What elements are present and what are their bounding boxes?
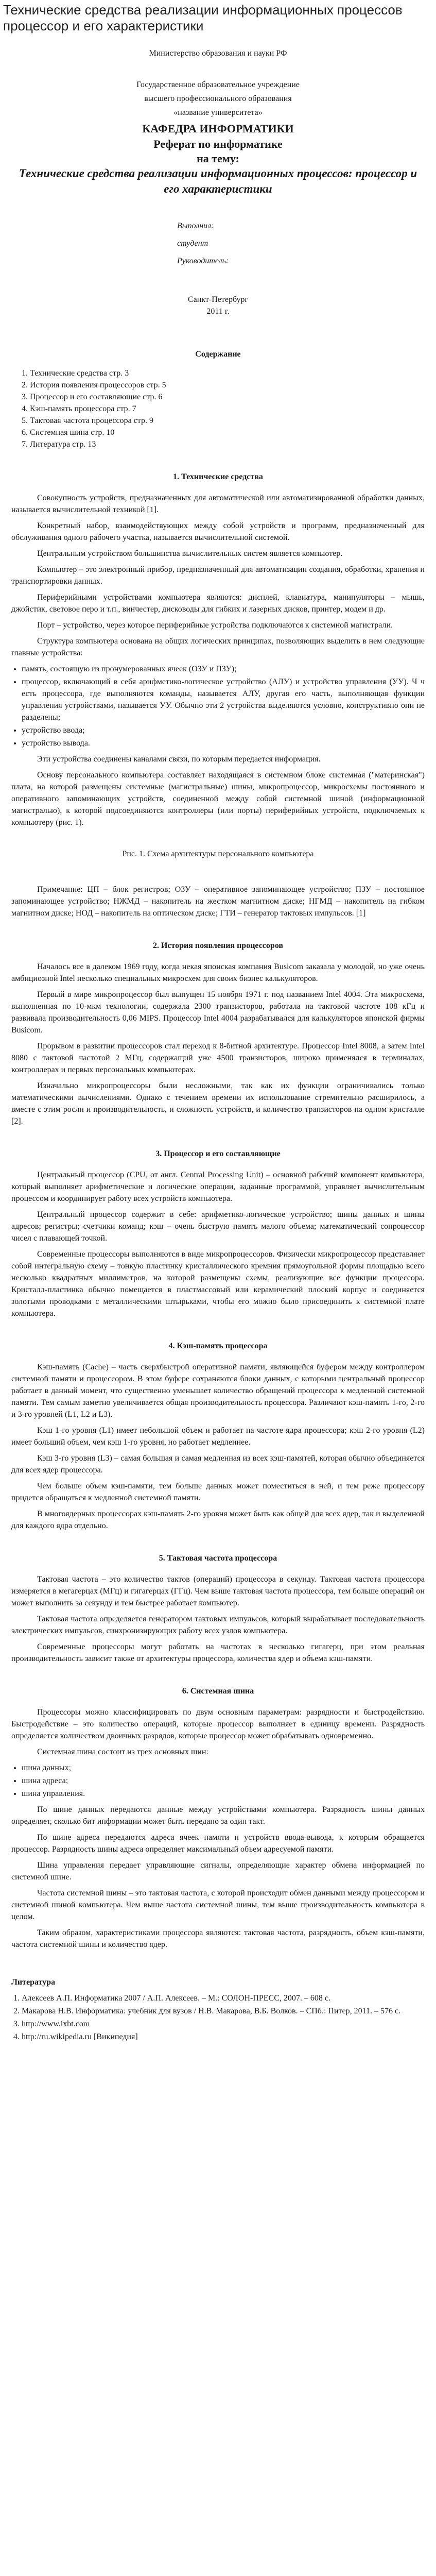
paragraph: Центральный процессор (CPU, от англ. Central Processing Unit) – основной рабочий компонент компьютера, который выполняет арифметические и логические операции, заданные программой, управляет вычислительным процессом и координирует работу всех устройств компьютера. (11, 1171, 425, 1203)
list-item: • шина управления. (22, 1788, 425, 1800)
paragraph: Изначально микропроцессоры были несложными, так как их функции ограничивались только математическими вычислениями. Однако с течением времени их использование стремительно расширилось, а вместе с этим росли и производительность, и сложность устройств, и количество транзисторов на одном кристалле [2]. (11, 1081, 425, 1126)
institution-line-2: высшего профессионального образования (144, 94, 292, 103)
paragraph: Прорывом в развитии процессоров стал переход к 8-битной архитектуре. Процессор Intel 8008, а затем Intel 8080 с тактовой частотой 2 МГц, содержащий уже 4500 транзисторов, широко применялся в терминалах, контроллерах и первых персональных компьютерах. (11, 1042, 425, 1074)
paragraph: Системная шина состоит из трех основных шин: (37, 1748, 208, 1756)
section-5-heading: 5. Тактовая частота процессора (159, 1554, 277, 1563)
literature-heading: Литература (11, 1978, 56, 1987)
paragraph: Компьютер – это электронный прибор, предназначенный для автоматизации создания, обработки, хранения и транспортировки данных. (11, 565, 425, 586)
document-body (11, 47, 425, 2044)
figure-caption: Рис. 1. Схема архитектуры персонального компьютера (122, 850, 314, 858)
report-topic: Технические средства реализации информационных процессов: процессор и его характеристики (19, 167, 417, 195)
paragraph: Началось все в далеком 1969 году, когда некая японская компания Busicom заказала у молодой, но уже очень амбициозной Intel несколько специальных микросхем для своих бизнес калькуляторов. (11, 962, 425, 983)
literature-item: 1. Алексеев А.П. Информатика 2007 / А.П. Алексеев. – М.: СОЛОН-ПРЕСС, 2007. – 608 с. (22, 1992, 425, 2004)
toc-item: 6. Системная шина стр. 10 (22, 428, 115, 437)
paragraph: Конкретный набор, взаимодействующих между собой устройств и программ, предназначенный для обслуживания одного рабочего участка, называется вычислительной системой. (11, 521, 425, 542)
literature-item: 2. Макарова Н.В. Информатика: учебник для вузов / Н.В. Макарова, В.Б. Волков. – СПб.: Питер, 2011. – 576 с. (22, 2005, 425, 2017)
report-subtitle: на тему: (197, 152, 239, 165)
paragraph: Частота системной шины – это тактовая частота, с которой происходит обмен данными между процессором и системной шиной компьютера. Чем выше частота системной шины, тем выше производительность компьютера в целом. (11, 1889, 425, 1921)
list-item: • устройство вывода. (22, 737, 425, 749)
paragraph: Таким образом, характеристиками процессора являются: тактовая частота, разрядность, объем кэш-памяти, частота системной шины и количество ядер. (11, 1928, 425, 1949)
paragraph: Кэш 3-го уровня (L3) – самая большая и самая медленная из всех кэш-памятей, которая обычно объединяется для всех ядер процессора. (11, 1454, 425, 1475)
paragraph: Совокупность устройств, предназначенных для автоматической или автоматизированной обработки данных, называется вычислительной техникой [1]. (11, 494, 425, 514)
toc-item: 3. Процессор и его составляющие стр. 6 (22, 393, 163, 401)
toc-item: 2. История появления процессоров стр. 5 (22, 381, 166, 389)
paragraph: Процессоры можно классифицировать по двум основным параметрам: разрядности и быстродействию. Быстродействие – это количество операций, которые процессор выполняет в единицу времени. Разрядность определяется количеством двоичных разрядов, которые процессор может обрабатывать одновременно. (11, 1708, 425, 1740)
toc-item: 4. Кэш-память процессора стр. 7 (22, 404, 136, 413)
report-title: Реферат по информатике (153, 138, 283, 150)
toc-item: 1. Технические средства стр. 3 (22, 369, 129, 378)
literature-list (11, 1992, 425, 2043)
paragraph: Центральным устройством большинства вычислительных систем является компьютер. (37, 549, 343, 558)
section-6-heading: 6. Системная шина (182, 1687, 254, 1696)
list-item: • шина адреса; (22, 1775, 425, 1787)
student-label: студент (177, 239, 208, 248)
paragraph: Периферийными устройствами компьютера являются: дисплей, клавиатура, манипуляторы – мышь, джойстик, световое перо и т.п., винчестер, дисководы для гибких и лазерных дисков, принтер, модем и др. (11, 593, 425, 614)
component-list (11, 663, 425, 749)
list-item: • шина данных; (22, 1762, 425, 1774)
paragraph: Структура компьютера основана на общих логических принципах, позволяющих выделить в нем следующие главные устройства: (11, 637, 425, 657)
paragraph: В многоядерных процессорах кэш-память 2-го уровня может быть как общей для всех ядер, так и выделенной для каждого ядра отдельно. (11, 1510, 425, 1530)
paragraph: Основу персонального компьютера составляет находящаяся в системном блоке системная ("материнская") плата, на которой размещены системные (магистральные) шины, микропроцессор, микросхемы постоянного и оперативного запоминающих устройств, соединенной между собой системной шиной (информационной магистралью), к которой подсоединяются контроллеры (или порты) периферийных устройств, подключаемых к компьютеру (рис. 1). (11, 771, 425, 827)
paragraph: По шине данных передаются данные между устройствами компьютера. Разрядность шины данных определяет, сколько бит информации может быть передано за один такт. (11, 1805, 425, 1826)
paragraph: Кэш-память (Cache) – часть сверхбыстрой оперативной памяти, являющейся буфером между контроллером системной памяти и процессором. В этом буфере сохраняются блоки данных, с которыми центральный процессор работает в данный момент, что существенно уменьшает количество обращений процессора к медленной системной памяти. Тем самым заметно увеличивается общая производительность процессора. Различают кэш-память 1-го, 2-го и 3-го уровней (L1, L2 и L3). (11, 1363, 425, 1419)
paragraph: Чем больше объем кэш-памяти, тем больше данных может поместиться в ней, и тем реже процессору придется обращаться к медленной системной памяти. (11, 1482, 425, 1502)
toc-item: 7. Литература стр. 13 (22, 440, 96, 449)
list-item: • память, состоящую из пронумерованных ячеек (ОЗУ и ПЗУ); (22, 663, 425, 675)
paragraph: Порт – устройство, через которое периферийные устройства подключаются к системной магистрали. (37, 621, 393, 630)
supervisor-label: Руководитель: (177, 257, 229, 265)
toc-title: Содержание (195, 350, 241, 359)
department-title: КАФЕДРА ИНФОРМАТИКИ (142, 122, 294, 135)
city: Санкт-Петербург (187, 295, 249, 304)
paragraph: Шина управления передает управляющие сигналы, определяющие характер обмена информацией по системной шине. (11, 1861, 425, 1882)
section-2-heading: 2. История появления процессоров (152, 941, 284, 950)
paragraph: Кэш 1-го уровня (L1) имеет небольшой объем и работает на частоте ядра процессора; кэш 2-го уровня (L2) имеет больший объем, чем кэш 1-го уровня, но работает медленнее. (11, 1426, 425, 1447)
paragraph: Тактовая частота определяется генератором тактовых импульсов, который вырабатывает последовательность электрических импульсов, синхронизирующих работу всех узлов компьютера. (11, 1615, 425, 1635)
paragraph: Первый в мире микропроцессор был выпущен 15 ноября 1971 г. под названием Intel 4004. Эта микросхема, выполненная по 10-мкм технологии, содержала 2300 транзисторов, работала на тактовой частоте 108 кГц и развивала производительность 0,06 MIPS. Процессор Intel 4004 разрабатывался для калькуляторов японской фирмы Busicom. (11, 990, 425, 1035)
literature-item: 3. http://www.ixbt.com (22, 2018, 425, 2030)
section-3-heading: 3. Процессор и его составляющие (155, 1149, 281, 1158)
paragraph: Центральный процессор содержит в себе: арифметико-логическое устройство; шины данных и шины адресов; регистры; счетчики команд; кэш – очень быструю память малого объема; математический сопроцессор чисел с плавающей точкой. (11, 1210, 425, 1243)
section-4-heading: 4. Кэш-память процессора (168, 1342, 268, 1350)
paragraph: Современные процессоры выполняются в виде микропроцессоров. Физически микропроцессор представляет собой интегральную схему – тонкую пластинку кристаллического кремния прямоугольной формы площадью всего несколько квадратных миллиметров, на которой размещены схемы, реализующие все функции процессора. Кристалл-пластинка обычно помещается в пластмассовый или керамический плоский корпус и соединяется золотыми проводками с металлическими штырьками, чтобы его можно было присоединить к системной плате компьютера. (11, 1250, 425, 1318)
list-item: • устройство ввода; (22, 724, 425, 736)
paragraph: По шине адреса передаются адреса ячеек памяти и устройств ввода-вывода, к которым обращается процессор. Разрядность шины адреса определяет максимальный объем адресуемой памяти. (11, 1833, 425, 1854)
institution-line-3: «название университета» (173, 108, 263, 117)
toc-item: 5. Тактовая частота процессора стр. 9 (22, 416, 153, 425)
section-1-heading: 1. Технические средства (173, 472, 263, 481)
page-title: Технические средства реализации информационных процессов процессор и его характеристики (3, 2, 403, 33)
table-of-contents (22, 367, 425, 450)
list-item: • процессор, включающий в себя арифметико-логическое устройство (АЛУ) и устройство управления (УУ). Ч ч есть процессора, где выполняются команды, называется АЛУ, другая его часть, выполняющая функции управления устройствами, называется УУ. Обычно эти 2 устройства выделяются условно, конструктивно они не разделены; (22, 676, 425, 723)
paragraph: Эти устройства соединены каналами связи, по которым передается информация. (37, 755, 321, 764)
institution-line-1: Государственное образовательное учреждение (136, 80, 300, 89)
paragraph: Современные процессоры могут работать на частотах в несколько гигагерц, при этом реальная производительность зависит также от архитектуры процессора, количества ядер и объема кэш-памяти. (11, 1642, 425, 1663)
ministry-line: Министерство образования и науки РФ (149, 49, 287, 58)
author-label: Выполнил: (177, 222, 214, 230)
paragraph: Тактовая частота – это количество тактов (операций) процессора в секунду. Тактовая частота процессора измеряется в мегагерцах (МГц) и гигагерцах (ГГц). Чем выше тактовая частота процессора, тем больше операций он может выполнить за секунду и тем быстрее работает компьютер. (11, 1575, 425, 1607)
literature-item: 4. http://ru.wikipedia.ru [Википедия] (22, 2031, 425, 2043)
paragraph: Примечание: ЦП – блок регистров; ОЗУ – оперативное запоминающее устройство; ПЗУ – постоянное запоминающее устройство; НЖМД – накопитель на жестком магнитном диске; НГМД – накопитель на гибком магнитном диске; НОД – накопитель на оптическом диске; ГТИ – генератор тактовых импульсов. [1] (11, 885, 425, 918)
bus-list (11, 1762, 425, 1800)
year: 2011 г. (206, 307, 230, 316)
